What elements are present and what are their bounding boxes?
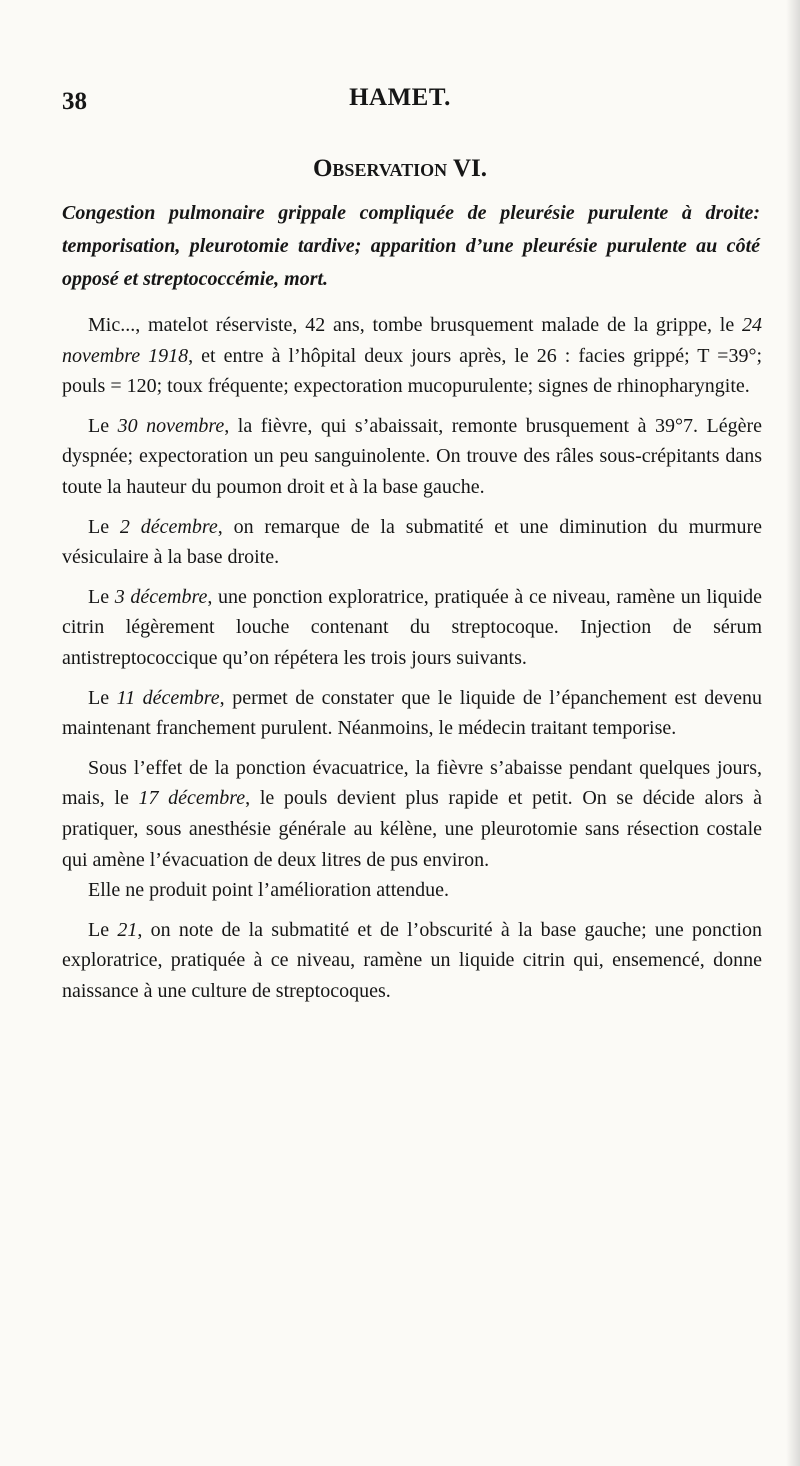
observation-title: Observation VI. xyxy=(312,155,488,182)
paragraph: Le 2 décembre, on remarque de la submatité et une diminution du murmure vésiculaire à la base droite. xyxy=(62,515,762,569)
date: 24 novembre 1918 xyxy=(62,314,762,367)
paragraph: Le 3 décembre, une ponction exploratrice, pratiquée à ce niveau, ramène un liquide citrin légèrement louche contenant du streptocoque. Injection de sérum antistreptococcique qu’on répétera les trois jours suivants. xyxy=(62,585,763,669)
date: 21 xyxy=(117,918,138,941)
case-body xyxy=(62,310,762,1006)
date: 3 décembre xyxy=(114,585,208,608)
date: 2 décembre xyxy=(119,515,218,538)
case-subtitle: Congestion pulmonaire grippale compliquée de pleurésie purulente à droite: temporisation, pleurotomie tardive; apparition d’une pleurésie purulente au côté opposé et streptococcémie, mort. xyxy=(62,202,760,290)
date: 17 décembre xyxy=(138,787,246,810)
paragraph: Le 11 décembre, permet de constater que le liquide de l’épanchement est devenu maintenant franchement purulent. Néanmoins, le médecin traitant temporise. xyxy=(62,686,762,740)
paragraph: Elle ne produit point l’amélioration attendue. xyxy=(88,879,450,902)
paragraph: Mic..., matelot réserviste, 42 ans, tombe brusquement malade de la grippe, le 24 novembre 1918, et entre à l’hôpital deux jours après, le 26 : facies grippé; T =39°; pouls = 120; toux fréquente; expectoration mucopurulente; signes de rhinopharyngite. xyxy=(62,314,763,398)
paragraph: Le 30 novembre, la fièvre, qui s’abaissait, remonte brusquement à 39°7. Légère dyspnée; expectoration un peu sanguinolente. On trouve des râles sous-crépitants dans toute la hauteur du poumon droit et à la base gauche. xyxy=(62,414,763,498)
running-title: HAMET. xyxy=(349,84,451,111)
page-number: 38 xyxy=(62,88,87,115)
scan-edge-shadow xyxy=(786,0,800,1466)
date: 11 décembre xyxy=(116,686,220,709)
paragraph: Le 21, on note de la submatité et de l’obscurité à la base gauche; une ponction exploratrice, pratiquée à ce niveau, ramène un liquide citrin qui, ensemencé, donne naissance à une culture de streptocoques. xyxy=(62,918,763,1002)
paragraph: Sous l’effet de la ponction évacuatrice, la fièvre s’abaisse pendant quelques jours, mais, le 17 décembre, le pouls devient plus rapide et petit. On se décide alors à pratiquer, sous anesthésie générale au kélène, une pleurotomie sans résection costale qui amène l’évacuation de deux litres de pus environ. xyxy=(62,756,762,871)
date: 30 novembre xyxy=(117,414,225,437)
